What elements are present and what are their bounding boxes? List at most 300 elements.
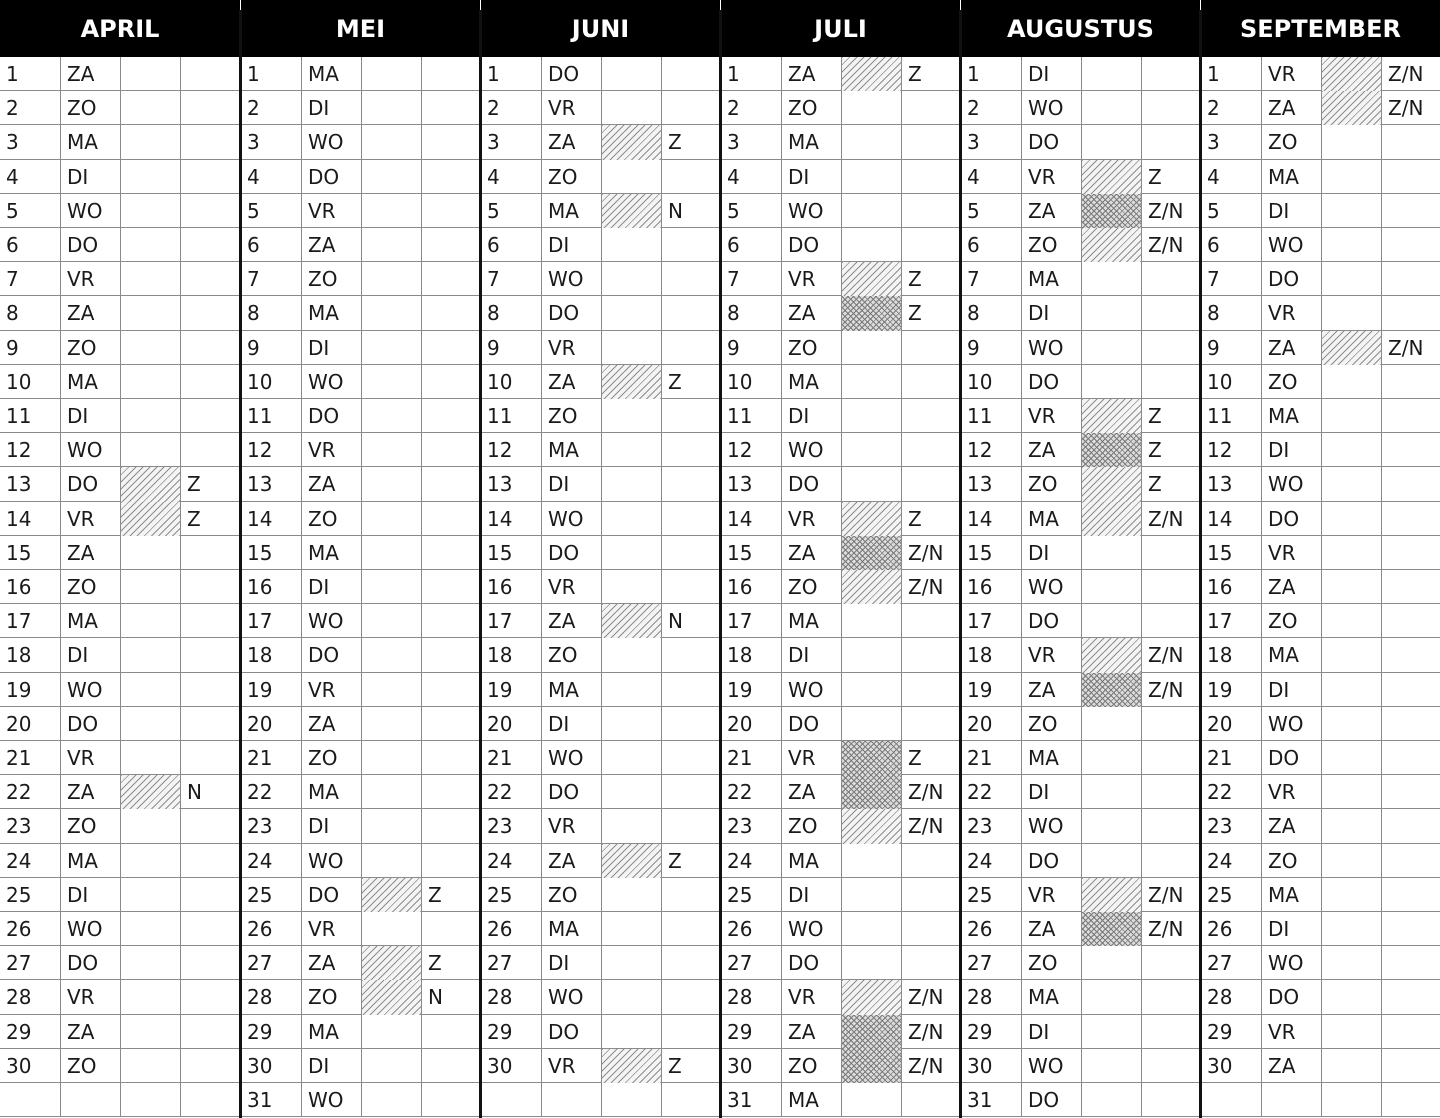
day-number: 22 bbox=[247, 780, 273, 805]
day-row bbox=[481, 91, 720, 125]
month-column-juli bbox=[721, 0, 960, 1118]
day-row bbox=[721, 365, 960, 399]
month-header: MEI bbox=[241, 0, 480, 57]
weekday: VR bbox=[60, 741, 120, 775]
note-code: Z/N bbox=[1381, 331, 1440, 365]
day-number: 20 bbox=[727, 711, 753, 736]
day-number: 22 bbox=[1207, 780, 1233, 805]
note-code bbox=[180, 1083, 240, 1117]
pattern-cell bbox=[601, 1015, 661, 1049]
day-number: 4 bbox=[247, 164, 260, 189]
day-number: 9 bbox=[727, 335, 740, 360]
weekday: MA bbox=[1261, 399, 1321, 433]
day-row bbox=[241, 296, 480, 330]
note-code bbox=[661, 741, 721, 775]
crosshatch-pattern bbox=[1081, 433, 1141, 467]
day-number: 30 bbox=[6, 1053, 32, 1078]
day-number: 5 bbox=[487, 198, 500, 223]
weekday: ZO bbox=[1021, 228, 1081, 262]
day-row bbox=[0, 194, 240, 228]
day-number: 27 bbox=[1207, 951, 1233, 976]
day-row bbox=[721, 296, 960, 330]
pattern-cell bbox=[1321, 296, 1381, 330]
note-code bbox=[661, 331, 721, 365]
note-code bbox=[1381, 1083, 1440, 1117]
day-row bbox=[961, 399, 1200, 433]
pattern-cell bbox=[841, 878, 901, 912]
pattern-cell bbox=[1321, 262, 1381, 296]
note-code bbox=[901, 365, 961, 399]
day-row bbox=[1201, 809, 1440, 843]
day-row bbox=[241, 707, 480, 741]
day-number: 24 bbox=[6, 848, 32, 873]
pattern-cell bbox=[1081, 775, 1141, 809]
day-row bbox=[0, 1049, 240, 1083]
day-number: 18 bbox=[967, 643, 993, 668]
day-number bbox=[1201, 1083, 1261, 1117]
weekday: WO bbox=[1261, 467, 1321, 501]
note-code bbox=[661, 1083, 721, 1117]
pattern-cell bbox=[1321, 1049, 1381, 1083]
month-column-juni bbox=[481, 0, 720, 1118]
day-row bbox=[1201, 296, 1440, 330]
weekday: WO bbox=[1261, 228, 1321, 262]
weekday: WO bbox=[541, 502, 601, 536]
weekday: ZO bbox=[301, 741, 361, 775]
pattern-cell bbox=[120, 228, 180, 262]
day-number: 17 bbox=[6, 609, 32, 634]
day-row bbox=[721, 331, 960, 365]
weekday: WO bbox=[60, 433, 120, 467]
day-number: 19 bbox=[727, 677, 753, 702]
day-row bbox=[481, 912, 720, 946]
day-number: 15 bbox=[6, 540, 32, 565]
note-code bbox=[1381, 228, 1440, 262]
day-row bbox=[1201, 912, 1440, 946]
pattern-cell bbox=[601, 673, 661, 707]
note-code: Z bbox=[1141, 433, 1201, 467]
day-number: 13 bbox=[6, 472, 32, 497]
day-row bbox=[961, 502, 1200, 536]
day-row bbox=[481, 946, 720, 980]
note-code bbox=[180, 228, 240, 262]
weekday: DO bbox=[781, 946, 841, 980]
note-code bbox=[661, 878, 721, 912]
day-row bbox=[1201, 1083, 1440, 1117]
pattern-cell bbox=[120, 57, 180, 91]
weekday: WO bbox=[60, 673, 120, 707]
pattern-cell bbox=[601, 741, 661, 775]
note-code bbox=[421, 1049, 481, 1083]
day-number: 21 bbox=[727, 746, 753, 770]
day-number: 30 bbox=[487, 1053, 513, 1078]
day-number: 20 bbox=[487, 711, 513, 736]
day-row bbox=[1201, 1049, 1440, 1083]
note-code bbox=[661, 399, 721, 433]
day-row bbox=[0, 125, 240, 159]
weekday: VR bbox=[60, 502, 120, 536]
weekday: ZO bbox=[60, 1049, 120, 1083]
note-code bbox=[661, 296, 721, 330]
day-row bbox=[241, 502, 480, 536]
day-row bbox=[241, 570, 480, 604]
note-code bbox=[1141, 980, 1201, 1014]
day-number: 29 bbox=[1207, 1019, 1233, 1044]
weekday: VR bbox=[60, 980, 120, 1014]
day-row bbox=[481, 1049, 720, 1083]
weekday: ZA bbox=[781, 57, 841, 91]
note-code bbox=[1381, 604, 1440, 638]
hatch-pattern bbox=[601, 604, 661, 638]
note-code bbox=[421, 228, 481, 262]
day-row bbox=[241, 604, 480, 638]
note-code bbox=[180, 809, 240, 843]
note-code bbox=[1381, 946, 1440, 980]
day-row bbox=[1201, 844, 1440, 878]
weekday: DI bbox=[1261, 912, 1321, 946]
pattern-cell bbox=[1321, 980, 1381, 1014]
pattern-cell bbox=[1321, 844, 1381, 878]
day-number: 23 bbox=[6, 814, 32, 839]
day-number: 29 bbox=[247, 1019, 273, 1044]
note-code bbox=[180, 673, 240, 707]
weekday: ZO bbox=[60, 91, 120, 125]
note-code: Z/N bbox=[901, 809, 961, 843]
day-number: 7 bbox=[247, 267, 260, 292]
weekday: DO bbox=[781, 707, 841, 741]
day-row bbox=[241, 741, 480, 775]
note-code bbox=[1141, 1015, 1201, 1049]
note-code bbox=[180, 296, 240, 330]
crosshatch-pattern bbox=[841, 296, 901, 330]
pattern-cell bbox=[601, 262, 661, 296]
day-number: 1 bbox=[487, 62, 500, 86]
weekday: DO bbox=[60, 946, 120, 980]
pattern-cell bbox=[361, 194, 421, 228]
month-header: AUGUSTUS bbox=[961, 0, 1200, 57]
day-row bbox=[1201, 707, 1440, 741]
note-code: Z bbox=[1141, 467, 1201, 501]
weekday: MA bbox=[781, 604, 841, 638]
hatch-pattern bbox=[1081, 878, 1141, 912]
day-row bbox=[1201, 741, 1440, 775]
day-row bbox=[481, 673, 720, 707]
pattern-cell bbox=[120, 878, 180, 912]
note-code bbox=[421, 262, 481, 296]
day-number: 16 bbox=[727, 575, 753, 599]
day-row bbox=[721, 570, 960, 604]
day-number: 1 bbox=[727, 62, 740, 86]
day-row bbox=[241, 160, 480, 194]
pattern-cell bbox=[361, 741, 421, 775]
day-number bbox=[481, 1083, 541, 1117]
day-row bbox=[721, 433, 960, 467]
note-code bbox=[1141, 365, 1201, 399]
day-row bbox=[721, 809, 960, 843]
weekday: ZO bbox=[301, 502, 361, 536]
note-code bbox=[180, 878, 240, 912]
day-row bbox=[721, 1015, 960, 1049]
day-number: 20 bbox=[6, 711, 32, 736]
pattern-cell bbox=[1321, 912, 1381, 946]
day-number: 30 bbox=[967, 1053, 993, 1078]
pattern-cell bbox=[841, 228, 901, 262]
note-code bbox=[421, 399, 481, 433]
day-number: 17 bbox=[967, 609, 993, 634]
day-number: 22 bbox=[727, 780, 753, 805]
weekday: ZA bbox=[1021, 912, 1081, 946]
weekday: ZA bbox=[781, 1015, 841, 1049]
note-code bbox=[661, 1015, 721, 1049]
day-number: 8 bbox=[6, 301, 19, 326]
pattern-cell bbox=[120, 262, 180, 296]
day-number: 9 bbox=[6, 335, 19, 360]
pattern-cell bbox=[1081, 262, 1141, 296]
pattern-cell bbox=[120, 638, 180, 672]
note-code bbox=[421, 638, 481, 672]
pattern-cell bbox=[120, 399, 180, 433]
day-row bbox=[721, 844, 960, 878]
weekday: DI bbox=[301, 809, 361, 843]
note-code: Z/N bbox=[1381, 57, 1440, 91]
note-code: Z/N bbox=[1141, 194, 1201, 228]
day-row bbox=[0, 707, 240, 741]
month-divider bbox=[719, 10, 722, 1118]
day-number: 26 bbox=[487, 917, 513, 941]
note-code bbox=[1381, 1049, 1440, 1083]
note-code bbox=[180, 946, 240, 980]
day-number: 11 bbox=[487, 404, 513, 428]
day-row bbox=[241, 536, 480, 570]
pattern-cell bbox=[841, 467, 901, 501]
day-row bbox=[961, 878, 1200, 912]
day-number: 2 bbox=[727, 96, 740, 121]
weekday: WO bbox=[781, 433, 841, 467]
weekday: WO bbox=[781, 912, 841, 946]
note-code bbox=[421, 707, 481, 741]
day-row bbox=[1201, 980, 1440, 1014]
day-number: 23 bbox=[487, 814, 513, 839]
day-number: 7 bbox=[487, 267, 500, 292]
note-code bbox=[901, 228, 961, 262]
day-number: 29 bbox=[6, 1019, 32, 1044]
day-number: 20 bbox=[1207, 711, 1233, 736]
note-code bbox=[421, 775, 481, 809]
weekday: ZA bbox=[1261, 331, 1321, 365]
note-code bbox=[901, 125, 961, 159]
day-number: 7 bbox=[727, 267, 740, 292]
day-row bbox=[0, 1083, 240, 1117]
weekday: ZA bbox=[60, 57, 120, 91]
note-code bbox=[1141, 125, 1201, 159]
day-number: 25 bbox=[1207, 882, 1233, 907]
pattern-cell bbox=[120, 741, 180, 775]
day-row bbox=[241, 775, 480, 809]
pattern-cell bbox=[1321, 502, 1381, 536]
pattern-cell bbox=[601, 502, 661, 536]
weekday: ZA bbox=[541, 844, 601, 878]
day-row bbox=[961, 809, 1200, 843]
weekday: ZO bbox=[781, 91, 841, 125]
weekday: VR bbox=[301, 433, 361, 467]
pattern-cell bbox=[361, 707, 421, 741]
pattern-cell bbox=[361, 331, 421, 365]
pattern-cell bbox=[120, 536, 180, 570]
day-number: 1 bbox=[247, 62, 260, 86]
day-number: 23 bbox=[727, 814, 753, 839]
day-number: 2 bbox=[247, 96, 260, 121]
day-row bbox=[1201, 262, 1440, 296]
day-number: 2 bbox=[487, 96, 500, 121]
day-row bbox=[481, 980, 720, 1014]
pattern-cell bbox=[1081, 604, 1141, 638]
weekday: ZA bbox=[301, 946, 361, 980]
weekday: DO bbox=[781, 228, 841, 262]
weekday: WO bbox=[1261, 707, 1321, 741]
note-code: Z/N bbox=[1141, 673, 1201, 707]
weekday: MA bbox=[781, 844, 841, 878]
pattern-cell bbox=[120, 296, 180, 330]
weekday: ZA bbox=[1021, 673, 1081, 707]
day-number: 28 bbox=[1207, 985, 1233, 1010]
pattern-cell bbox=[361, 1083, 421, 1117]
weekday: DI bbox=[60, 878, 120, 912]
day-row bbox=[721, 91, 960, 125]
pattern-cell bbox=[601, 296, 661, 330]
note-code bbox=[1141, 1083, 1201, 1117]
weekday: ZA bbox=[541, 604, 601, 638]
pattern-cell bbox=[361, 433, 421, 467]
day-number: 4 bbox=[6, 164, 19, 189]
pattern-cell bbox=[841, 125, 901, 159]
weekday: DI bbox=[60, 399, 120, 433]
day-row bbox=[721, 673, 960, 707]
note-code: N bbox=[661, 194, 721, 228]
crosshatch-pattern bbox=[1081, 194, 1141, 228]
pattern-cell bbox=[601, 433, 661, 467]
note-code bbox=[661, 570, 721, 604]
note-code bbox=[421, 91, 481, 125]
weekday: DI bbox=[781, 399, 841, 433]
note-code bbox=[1381, 262, 1440, 296]
day-row bbox=[1201, 91, 1440, 125]
weekday: ZA bbox=[301, 467, 361, 501]
day-row bbox=[241, 433, 480, 467]
pattern-cell bbox=[841, 194, 901, 228]
pattern-cell bbox=[841, 1083, 901, 1117]
note-code bbox=[1141, 57, 1201, 91]
day-row bbox=[481, 228, 720, 262]
weekday: DI bbox=[60, 160, 120, 194]
day-row bbox=[721, 980, 960, 1014]
weekday: WO bbox=[301, 1083, 361, 1117]
day-row bbox=[0, 57, 240, 91]
month-divider bbox=[479, 10, 482, 1118]
weekday: DI bbox=[1021, 1015, 1081, 1049]
day-row bbox=[0, 775, 240, 809]
day-number: 16 bbox=[6, 575, 32, 599]
note-code: N bbox=[661, 604, 721, 638]
note-code: Z bbox=[421, 946, 481, 980]
day-row bbox=[961, 365, 1200, 399]
day-number: 20 bbox=[967, 711, 993, 736]
weekday: VR bbox=[781, 262, 841, 296]
day-row bbox=[1201, 775, 1440, 809]
day-row bbox=[1201, 502, 1440, 536]
note-code bbox=[180, 365, 240, 399]
pattern-cell bbox=[361, 228, 421, 262]
pattern-cell bbox=[361, 775, 421, 809]
weekday: WO bbox=[60, 194, 120, 228]
note-code bbox=[180, 980, 240, 1014]
weekday: WO bbox=[1021, 1049, 1081, 1083]
pattern-cell bbox=[1081, 296, 1141, 330]
note-code: Z/N bbox=[1141, 638, 1201, 672]
note-code bbox=[661, 638, 721, 672]
day-row bbox=[0, 1015, 240, 1049]
pattern-cell bbox=[120, 160, 180, 194]
day-row bbox=[961, 707, 1200, 741]
note-code bbox=[1381, 878, 1440, 912]
note-code bbox=[901, 467, 961, 501]
weekday: MA bbox=[60, 365, 120, 399]
weekday: MA bbox=[301, 57, 361, 91]
day-number: 25 bbox=[6, 882, 32, 907]
note-code bbox=[180, 707, 240, 741]
weekday: ZO bbox=[541, 638, 601, 672]
day-row bbox=[241, 262, 480, 296]
pattern-cell bbox=[361, 604, 421, 638]
day-row bbox=[241, 878, 480, 912]
day-number: 2 bbox=[967, 96, 980, 121]
day-number: 11 bbox=[727, 404, 753, 428]
pattern-cell bbox=[1081, 1015, 1141, 1049]
weekday: VR bbox=[541, 570, 601, 604]
day-row bbox=[481, 160, 720, 194]
day-number: 18 bbox=[247, 643, 273, 668]
note-code bbox=[180, 433, 240, 467]
day-number: 21 bbox=[967, 746, 993, 770]
note-code bbox=[180, 262, 240, 296]
day-row bbox=[721, 228, 960, 262]
pattern-cell bbox=[601, 1083, 661, 1117]
day-row bbox=[241, 1083, 480, 1117]
day-row bbox=[241, 844, 480, 878]
crosshatch-pattern bbox=[1081, 673, 1141, 707]
day-row bbox=[241, 946, 480, 980]
note-code bbox=[1381, 707, 1440, 741]
weekday: ZO bbox=[1021, 467, 1081, 501]
weekday: ZO bbox=[541, 399, 601, 433]
note-code bbox=[1141, 809, 1201, 843]
note-code bbox=[180, 844, 240, 878]
note-code bbox=[1381, 638, 1440, 672]
day-row bbox=[721, 775, 960, 809]
weekday: WO bbox=[781, 673, 841, 707]
pattern-cell bbox=[1321, 570, 1381, 604]
weekday: ZO bbox=[301, 980, 361, 1014]
day-row bbox=[0, 228, 240, 262]
day-number: 10 bbox=[727, 369, 753, 394]
pattern-cell bbox=[1321, 638, 1381, 672]
hatch-pattern bbox=[1321, 331, 1381, 365]
pattern-cell bbox=[601, 570, 661, 604]
weekday: WO bbox=[541, 262, 601, 296]
day-row bbox=[481, 433, 720, 467]
day-number: 8 bbox=[1207, 301, 1220, 326]
note-code bbox=[180, 160, 240, 194]
day-row bbox=[1201, 570, 1440, 604]
